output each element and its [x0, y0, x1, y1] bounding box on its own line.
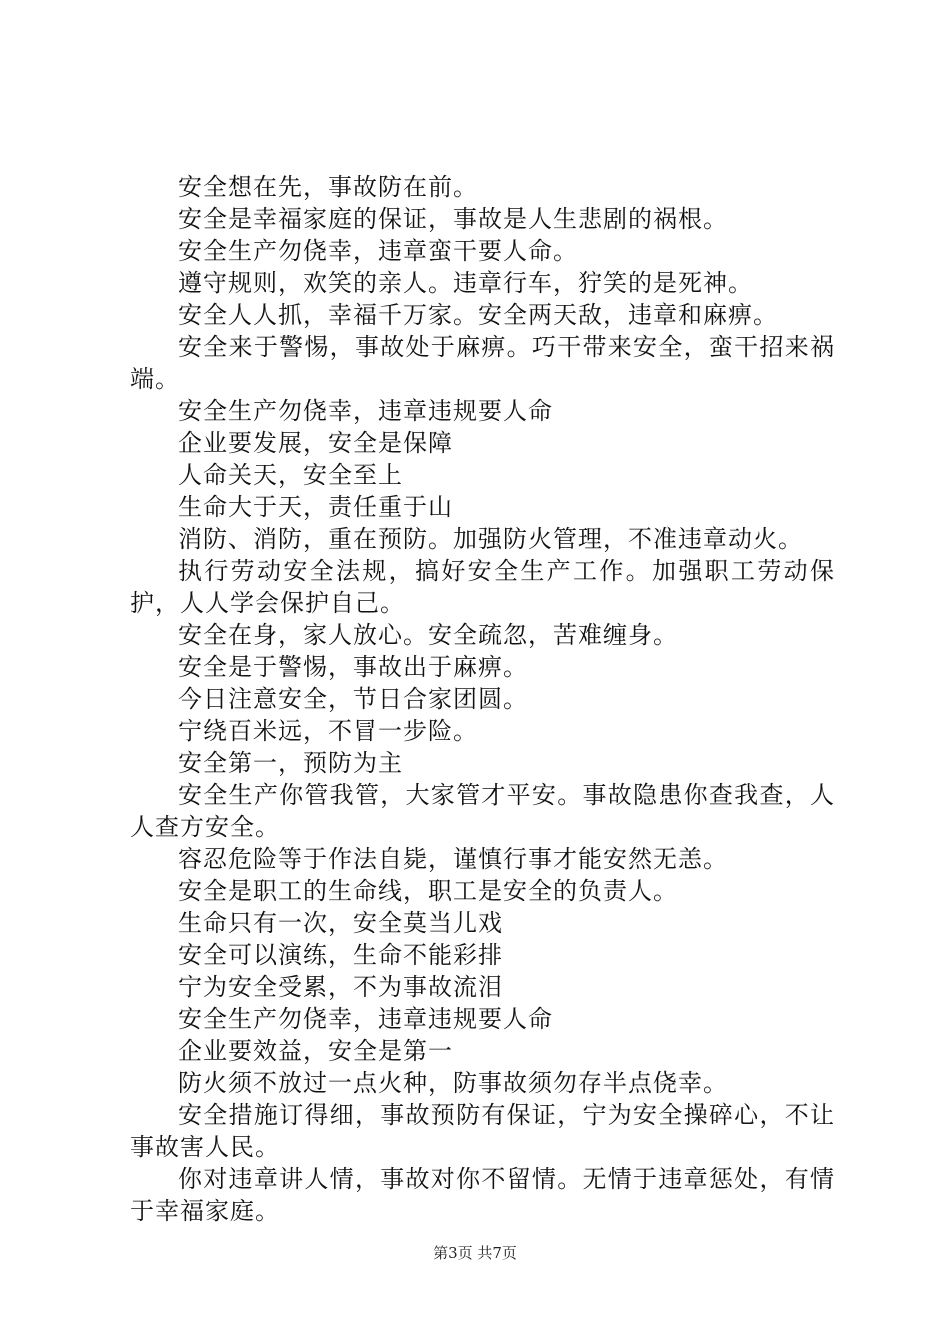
paragraph: 容忍危险等于作法自毙，谨慎行事才能安然无恙。	[178, 845, 728, 873]
paragraph: 企业要效益，安全是第一	[178, 1037, 453, 1065]
paragraph: 你对违章讲人情，事故对你不留情。无情于违章惩处，有情于幸福家庭。	[130, 1165, 835, 1225]
paragraph: 安全人人抓，幸福千万家。安全两天敌，违章和麻痹。	[178, 301, 778, 329]
paragraph: 生命大于天，责任重于山	[178, 493, 453, 521]
paragraph: 安全生产勿侥幸，违章违规要人命	[178, 397, 553, 425]
paragraph: 宁绕百米远，不冒一步险。	[178, 717, 478, 745]
paragraph: 消防、消防，重在预防。加强防火管理，不准违章动火。	[178, 525, 803, 553]
paragraph: 安全是幸福家庭的保证，事故是人生悲剧的祸根。	[178, 205, 728, 233]
paragraph: 防火须不放过一点火种，防事故须勿存半点侥幸。	[178, 1069, 728, 1097]
paragraph: 企业要发展，安全是保障	[178, 429, 453, 457]
paragraph: 安全是于警惕，事故出于麻痹。	[178, 653, 528, 681]
paragraph: 宁为安全受累，不为事故流泪	[178, 973, 503, 1001]
paragraph: 安全第一，预防为主	[178, 749, 403, 777]
paragraph: 今日注意安全，节日合家团圆。	[178, 685, 528, 713]
paragraph: 安全生产你管我管，大家管才平安。事故隐患你查我查，人人查方安全。	[130, 781, 835, 841]
paragraph: 安全可以演练，生命不能彩排	[178, 941, 503, 969]
page-footer: 第3页 共7页	[433, 1244, 517, 1262]
paragraph: 人命关天，安全至上	[178, 461, 403, 489]
paragraph: 安全是职工的生命线，职工是安全的负责人。	[178, 877, 678, 905]
paragraph: 安全在身，家人放心。安全疏忽，苦难缠身。	[178, 621, 678, 649]
paragraph: 生命只有一次，安全莫当儿戏	[178, 909, 503, 937]
paragraph: 安全措施订得细，事故预防有保证，宁为安全操碎心，不让事故害人民。	[130, 1101, 835, 1161]
paragraph: 遵守规则，欢笑的亲人。违章行车，狞笑的是死神。	[178, 269, 753, 297]
paragraph: 安全生产勿侥幸，违章蛮干要人命。	[178, 237, 578, 265]
paragraph: 安全生产勿侥幸，违章违规要人命	[178, 1005, 553, 1033]
document-body	[130, 171, 835, 1227]
paragraph: 安全来于警惕，事故处于麻痹。巧干带来安全，蛮干招来祸端。	[130, 333, 835, 393]
paragraph: 安全想在先，事故防在前。	[178, 173, 478, 201]
paragraph: 执行劳动安全法规，搞好安全生产工作。加强职工劳动保护，人人学会保护自己。	[130, 557, 835, 617]
